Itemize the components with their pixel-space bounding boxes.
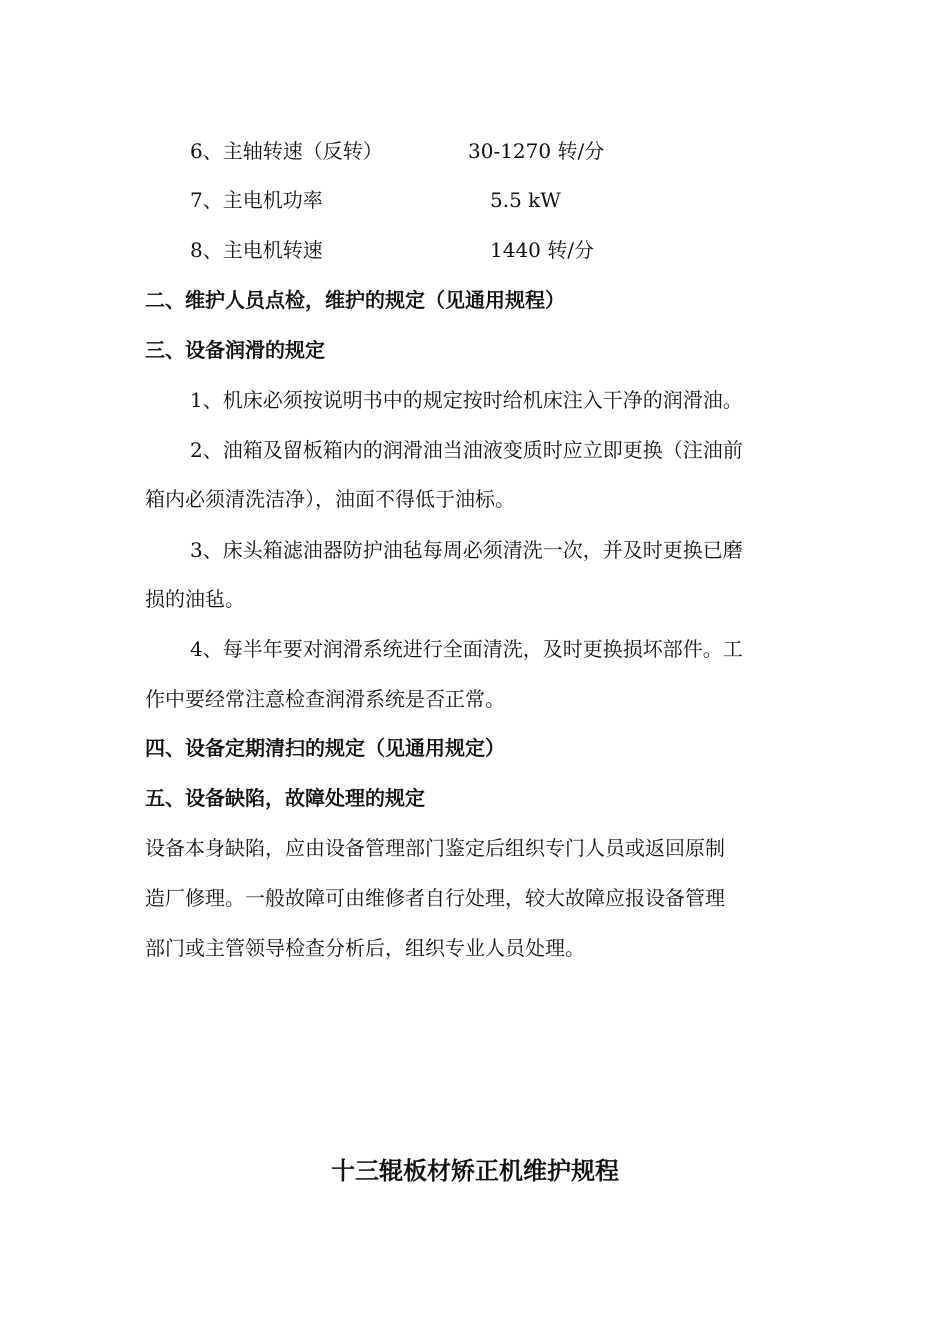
spec-value-6: 30-1270 转/分 [468,139,605,163]
lube-item-4-line1: 4、每半年要对润滑系统进行全面清洗，及时更换损坏部件。工 [190,637,743,661]
spec-value-7: 5.5 kW [490,188,561,212]
fault-para-line1: 设备本身缺陷，应由设备管理部门鉴定后组织专门人员或返回原制 [145,836,725,860]
section-heading-2: 二、维护人员点检，维护的规定（见通用规程） [145,288,565,312]
section-heading-4: 四、设备定期清扫的规定（见通用规定） [145,736,505,760]
fault-para-line3: 部门或主管领导检查分析后，组织专业人员处理。 [145,936,585,960]
spec-label-8: 8、主电机转速 [190,238,323,262]
lube-item-3-line2: 损的油毡。 [145,587,245,611]
lube-item-1: 1、机床必须按说明书中的规定按时给机床注入干净的润滑油。 [190,388,743,412]
section-heading-5: 五、设备缺陷，故障处理的规定 [145,786,425,810]
spec-label-7: 7、主电机功率 [190,188,323,212]
spec-label-6: 6、主轴转速（反转） [190,139,383,163]
lube-item-2-line1: 2、油箱及留板箱内的润滑油当油液变质时应立即更换（注油前 [190,438,743,462]
fault-para-line2: 造厂修理。一般故障可由维修者自行处理，较大故障应报设备管理 [145,886,725,910]
lube-item-3-line1: 3、床头箱滤油器防护油毡每周必须清洗一次，并及时更换已磨 [190,538,743,562]
lube-item-2-line2: 箱内必须清洗洁净），油面不得低于油标。 [145,487,515,511]
chapter-title: 十三辊板材矫正机维护规程 [331,1156,619,1185]
spec-value-8: 1440 转/分 [490,238,594,262]
section-heading-3: 三、设备润滑的规定 [145,338,325,362]
lube-item-4-line2: 作中要经常注意检查润滑系统是否正常。 [145,687,505,711]
